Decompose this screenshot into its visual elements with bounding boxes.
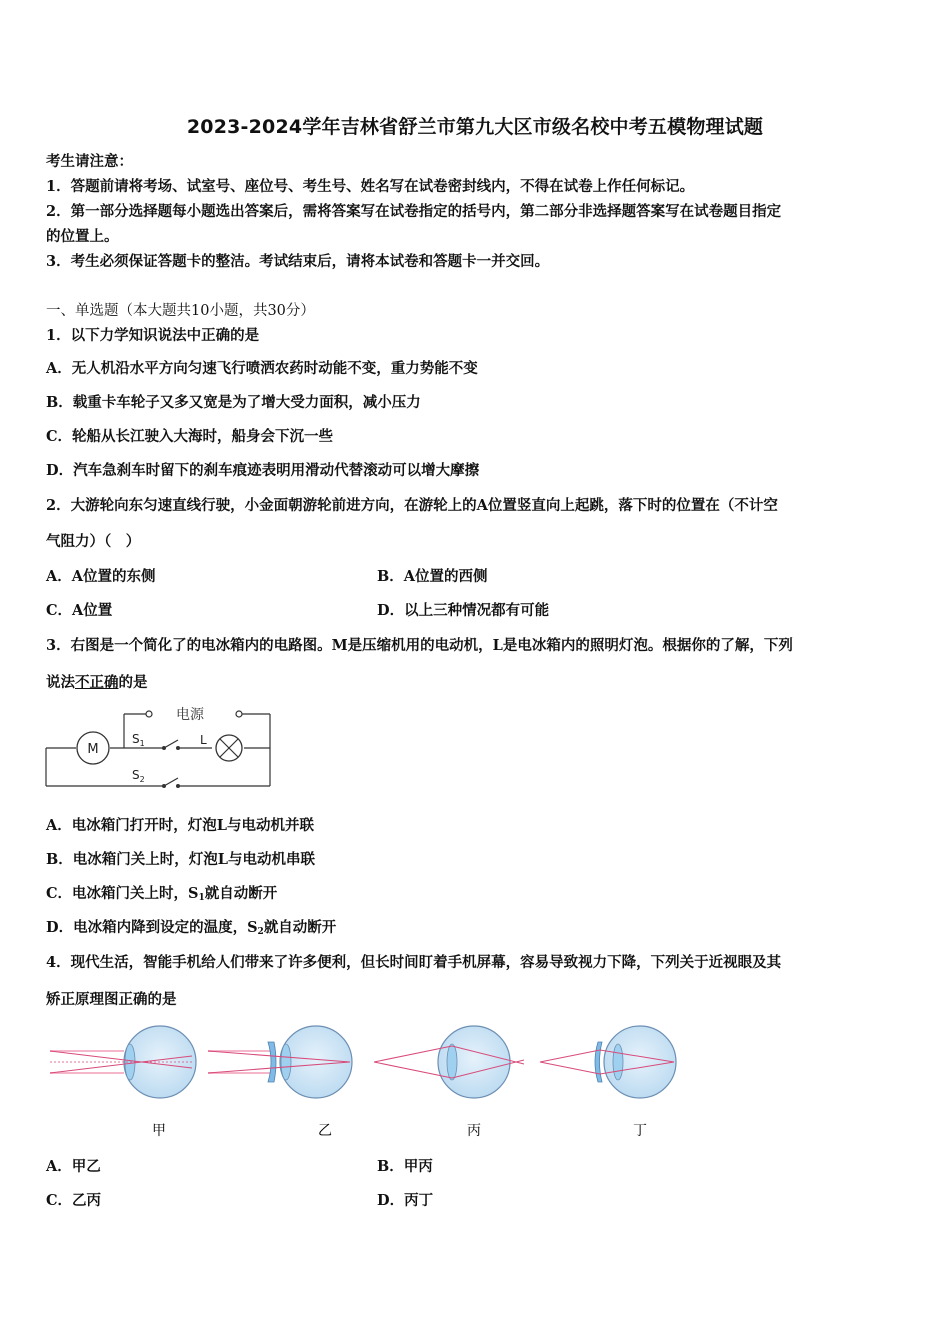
q3-option-c-sub: 1 bbox=[198, 893, 205, 903]
q4-option-c: C．乙丙 bbox=[46, 1192, 102, 1209]
q3-stem-cont bbox=[46, 673, 148, 693]
q3-option-a: A．电冰箱门打开时，灯泡L与电动机并联 bbox=[46, 817, 314, 834]
caption-ding: 丁 bbox=[633, 1123, 647, 1139]
s1-label: $S_1$ bbox=[132, 732, 145, 748]
q2-stem: 2．大游轮向东匀速直线行驶，小金面朝游轮前进方向，在游轮上的A位置竖直向上起跳，落下时的位置在（不计空 bbox=[46, 497, 778, 514]
eye-diagram-bing bbox=[374, 1026, 524, 1098]
q3-option-c-tail: 就自动断开 bbox=[204, 885, 278, 902]
q4-option-a: A．甲乙 bbox=[46, 1158, 101, 1175]
lamp-symbol bbox=[216, 735, 242, 761]
q1-option-b: B．载重卡车轮子又多又宽是为了增大受力面积，减小压力 bbox=[46, 394, 421, 411]
caption-jia: 甲 bbox=[152, 1123, 166, 1139]
s1-contact bbox=[176, 746, 180, 750]
eye-diagram-jia bbox=[50, 1026, 196, 1098]
s1-contact bbox=[162, 746, 166, 750]
q2-stem-cont: 气阻力）（ ） bbox=[46, 533, 141, 550]
q3-stem-underlined: 不正确 bbox=[75, 674, 119, 691]
q4-stem: 4．现代生活，智能手机给人们带来了许多便利，但长时间盯着手机屏幕，容易导致视力下降，下列关于近视眼及其 bbox=[46, 954, 782, 971]
s2-label: $S_2$ bbox=[132, 768, 145, 784]
caption-bing: 丙 bbox=[467, 1123, 481, 1139]
page-title: 2023-2024学年吉林省舒兰市第九大区市级名校中考五模物理试题 bbox=[186, 116, 764, 138]
q3-option-c bbox=[46, 884, 277, 908]
q1-option-a: A．无人机沿水平方向匀速飞行喷洒农药时动能不变，重力势能不变 bbox=[46, 360, 478, 377]
q1-option-d: D．汽车急刹车时留下的刹车痕迹表明用滑动代替滚动可以增大摩擦 bbox=[46, 462, 480, 479]
q1-option-c: C．轮船从长江驶入大海时，船身会下沉一些 bbox=[46, 428, 334, 445]
q1-stem: 1．以下力学知识说法中正确的是 bbox=[46, 327, 260, 344]
caption-yi: 乙 bbox=[318, 1123, 332, 1139]
eye-diagram-ding bbox=[540, 1026, 676, 1098]
s2-contact bbox=[176, 784, 180, 788]
notice-item-2: 2．第一部分选择题每小题选出答案后，需将答案写在试卷指定的括号内，第二部分非选择题答案写在试卷题目指定 bbox=[46, 203, 782, 220]
q3-stem-post: 的是 bbox=[118, 674, 148, 691]
q3-option-d-text: D．电冰箱内降到设定的温度，S bbox=[46, 919, 258, 936]
notice-item-2-cont: 的位置上。 bbox=[46, 228, 119, 245]
q3-option-d bbox=[46, 918, 336, 942]
q2-option-d: D．以上三种情况都有可能 bbox=[377, 602, 550, 619]
notice-item-1: 1．答题前请将考场、试室号、座位号、考生号、姓名写在试卷密封线内，不得在试卷上作任何标记。 bbox=[46, 178, 695, 195]
q3-stem: 3．右图是一个简化了的电冰箱内的电路图。M是压缩机用的电动机，L是电冰箱内的照明灯泡。根据你的了解，下列 bbox=[46, 637, 793, 654]
q2-option-a: A．A位置的东侧 bbox=[46, 568, 156, 585]
eye-diagram-yi bbox=[208, 1026, 352, 1098]
lamp-label: L bbox=[200, 733, 207, 747]
q3-option-c-text: C．电冰箱门关上时，S bbox=[46, 885, 199, 902]
q4-stem-cont: 矫正原理图正确的是 bbox=[46, 991, 177, 1008]
q4-option-d: D．丙丁 bbox=[377, 1192, 434, 1209]
q3-option-d-tail: 就自动断开 bbox=[263, 919, 337, 936]
notice-heading: 考生请注意： bbox=[46, 153, 133, 170]
section-heading: 一、单选题（本大题共10小题，共30分） bbox=[46, 303, 315, 319]
q2-option-b: B．A位置的西侧 bbox=[377, 568, 488, 585]
eye-diagrams bbox=[44, 1020, 694, 1145]
q3-option-b: B．电冰箱门关上时，灯泡L与电动机串联 bbox=[46, 851, 315, 868]
circuit-diagram bbox=[40, 700, 280, 795]
q3-option-d-sub: 2 bbox=[257, 927, 264, 937]
q4-option-b: B．甲丙 bbox=[377, 1158, 433, 1175]
notice-item-3: 3．考生必须保证答题卡的整洁。考试结束后，请将本试卷和答题卡一并交回。 bbox=[46, 253, 550, 270]
s2-contact bbox=[162, 784, 166, 788]
motor-label: M bbox=[87, 742, 99, 757]
q3-stem-pre: 说法 bbox=[46, 674, 75, 691]
q2-option-c: C．A位置 bbox=[46, 602, 113, 619]
power-label: 电源 bbox=[176, 707, 204, 723]
